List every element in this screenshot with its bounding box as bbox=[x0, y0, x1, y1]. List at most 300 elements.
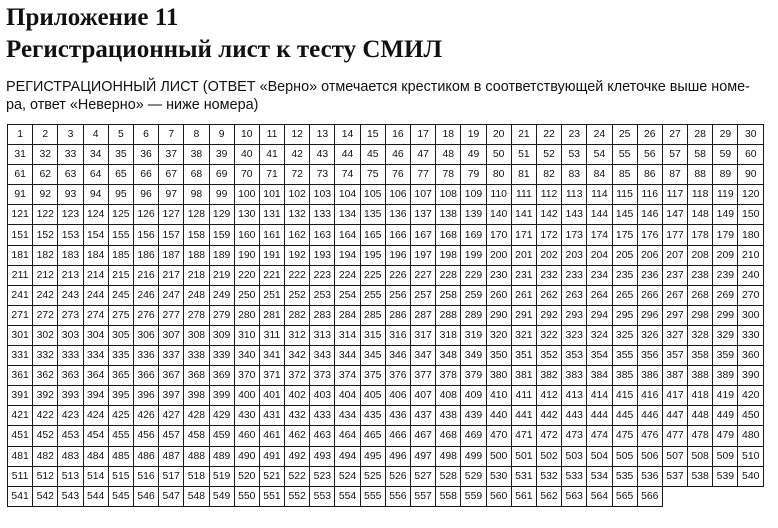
answer-cell-529[interactable]: 529 bbox=[461, 466, 486, 486]
answer-cell-139[interactable]: 139 bbox=[461, 205, 486, 225]
answer-cell-407[interactable]: 407 bbox=[411, 386, 436, 406]
answer-cell-366[interactable]: 366 bbox=[133, 366, 158, 386]
answer-cell-80[interactable]: 80 bbox=[486, 165, 511, 185]
answer-cell-321[interactable]: 321 bbox=[511, 325, 536, 345]
answer-cell-537[interactable]: 537 bbox=[662, 466, 687, 486]
answer-cell-561[interactable]: 561 bbox=[511, 486, 536, 506]
answer-cell-273[interactable]: 273 bbox=[58, 305, 83, 325]
answer-cell-463[interactable]: 463 bbox=[310, 426, 335, 446]
answer-cell-331[interactable]: 331 bbox=[8, 346, 33, 366]
answer-cell-335[interactable]: 335 bbox=[108, 346, 133, 366]
answer-cell-105[interactable]: 105 bbox=[360, 185, 385, 205]
answer-cell-387[interactable]: 387 bbox=[662, 366, 687, 386]
answer-cell-10[interactable]: 10 bbox=[234, 125, 259, 145]
answer-cell-14[interactable]: 14 bbox=[335, 125, 360, 145]
answer-cell-384[interactable]: 384 bbox=[587, 366, 612, 386]
answer-cell-137[interactable]: 137 bbox=[411, 205, 436, 225]
answer-cell-534[interactable]: 534 bbox=[587, 466, 612, 486]
answer-cell-379[interactable]: 379 bbox=[461, 366, 486, 386]
answer-cell-263[interactable]: 263 bbox=[562, 285, 587, 305]
answer-cell-115[interactable]: 115 bbox=[612, 185, 637, 205]
answer-cell-324[interactable]: 324 bbox=[587, 325, 612, 345]
answer-cell-285[interactable]: 285 bbox=[360, 305, 385, 325]
answer-cell-36[interactable]: 36 bbox=[133, 145, 158, 165]
answer-cell-41[interactable]: 41 bbox=[259, 145, 284, 165]
answer-cell-500[interactable]: 500 bbox=[486, 446, 511, 466]
answer-cell-151[interactable]: 151 bbox=[8, 225, 33, 245]
answer-cell-447[interactable]: 447 bbox=[662, 406, 687, 426]
answer-cell-548[interactable]: 548 bbox=[184, 486, 209, 506]
answer-cell-149[interactable]: 149 bbox=[713, 205, 738, 225]
answer-cell-563[interactable]: 563 bbox=[562, 486, 587, 506]
answer-cell-116[interactable]: 116 bbox=[637, 185, 662, 205]
answer-cell-504[interactable]: 504 bbox=[587, 446, 612, 466]
answer-cell-342[interactable]: 342 bbox=[285, 346, 310, 366]
answer-cell-101[interactable]: 101 bbox=[259, 185, 284, 205]
answer-cell-143[interactable]: 143 bbox=[562, 205, 587, 225]
answer-cell-199[interactable]: 199 bbox=[461, 245, 486, 265]
answer-cell-523[interactable]: 523 bbox=[310, 466, 335, 486]
answer-cell-95[interactable]: 95 bbox=[108, 185, 133, 205]
answer-cell-18[interactable]: 18 bbox=[436, 125, 461, 145]
answer-cell-408[interactable]: 408 bbox=[436, 386, 461, 406]
answer-cell-478[interactable]: 478 bbox=[688, 426, 713, 446]
answer-cell-121[interactable]: 121 bbox=[8, 205, 33, 225]
answer-cell-496[interactable]: 496 bbox=[385, 446, 410, 466]
answer-cell-39[interactable]: 39 bbox=[209, 145, 234, 165]
answer-cell-103[interactable]: 103 bbox=[310, 185, 335, 205]
answer-cell-400[interactable]: 400 bbox=[234, 386, 259, 406]
answer-cell-452[interactable]: 452 bbox=[33, 426, 58, 446]
answer-cell-536[interactable]: 536 bbox=[637, 466, 662, 486]
answer-cell-419[interactable]: 419 bbox=[713, 386, 738, 406]
answer-cell-317[interactable]: 317 bbox=[411, 325, 436, 345]
answer-cell-63[interactable]: 63 bbox=[58, 165, 83, 185]
answer-cell-281[interactable]: 281 bbox=[259, 305, 284, 325]
answer-cell-430[interactable]: 430 bbox=[234, 406, 259, 426]
answer-cell-280[interactable]: 280 bbox=[234, 305, 259, 325]
answer-cell-231[interactable]: 231 bbox=[511, 265, 536, 285]
answer-cell-372[interactable]: 372 bbox=[285, 366, 310, 386]
answer-cell-241[interactable]: 241 bbox=[8, 285, 33, 305]
answer-cell-254[interactable]: 254 bbox=[335, 285, 360, 305]
answer-cell-395[interactable]: 395 bbox=[108, 386, 133, 406]
answer-cell-212[interactable]: 212 bbox=[33, 265, 58, 285]
answer-cell-291[interactable]: 291 bbox=[511, 305, 536, 325]
answer-cell-222[interactable]: 222 bbox=[285, 265, 310, 285]
answer-cell-489[interactable]: 489 bbox=[209, 446, 234, 466]
answer-cell-401[interactable]: 401 bbox=[259, 386, 284, 406]
answer-cell-87[interactable]: 87 bbox=[662, 165, 687, 185]
answer-cell-195[interactable]: 195 bbox=[360, 245, 385, 265]
answer-cell-130[interactable]: 130 bbox=[234, 205, 259, 225]
answer-cell-512[interactable]: 512 bbox=[33, 466, 58, 486]
answer-cell-343[interactable]: 343 bbox=[310, 346, 335, 366]
answer-cell-48[interactable]: 48 bbox=[436, 145, 461, 165]
answer-cell-42[interactable]: 42 bbox=[285, 145, 310, 165]
answer-cell-147[interactable]: 147 bbox=[662, 205, 687, 225]
answer-cell-403[interactable]: 403 bbox=[310, 386, 335, 406]
answer-cell-386[interactable]: 386 bbox=[637, 366, 662, 386]
answer-cell-190[interactable]: 190 bbox=[234, 245, 259, 265]
answer-cell-390[interactable]: 390 bbox=[738, 366, 764, 386]
answer-cell-486[interactable]: 486 bbox=[133, 446, 158, 466]
answer-cell-93[interactable]: 93 bbox=[58, 185, 83, 205]
answer-cell-45[interactable]: 45 bbox=[360, 145, 385, 165]
answer-cell-30[interactable]: 30 bbox=[738, 125, 764, 145]
answer-cell-264[interactable]: 264 bbox=[587, 285, 612, 305]
answer-cell-476[interactable]: 476 bbox=[637, 426, 662, 446]
answer-cell-92[interactable]: 92 bbox=[33, 185, 58, 205]
answer-cell-288[interactable]: 288 bbox=[436, 305, 461, 325]
answer-cell-380[interactable]: 380 bbox=[486, 366, 511, 386]
answer-cell-484[interactable]: 484 bbox=[83, 446, 108, 466]
answer-cell-345[interactable]: 345 bbox=[360, 346, 385, 366]
answer-cell-560[interactable]: 560 bbox=[486, 486, 511, 506]
answer-cell-490[interactable]: 490 bbox=[234, 446, 259, 466]
answer-cell-223[interactable]: 223 bbox=[310, 265, 335, 285]
answer-cell-359[interactable]: 359 bbox=[713, 346, 738, 366]
answer-cell-11[interactable]: 11 bbox=[259, 125, 284, 145]
answer-cell-141[interactable]: 141 bbox=[511, 205, 536, 225]
answer-cell-397[interactable]: 397 bbox=[159, 386, 184, 406]
answer-cell-238[interactable]: 238 bbox=[688, 265, 713, 285]
answer-cell-77[interactable]: 77 bbox=[411, 165, 436, 185]
answer-cell-162[interactable]: 162 bbox=[285, 225, 310, 245]
answer-cell-156[interactable]: 156 bbox=[133, 225, 158, 245]
answer-cell-180[interactable]: 180 bbox=[738, 225, 764, 245]
answer-cell-102[interactable]: 102 bbox=[285, 185, 310, 205]
answer-cell-522[interactable]: 522 bbox=[285, 466, 310, 486]
answer-cell-477[interactable]: 477 bbox=[662, 426, 687, 446]
answer-cell-377[interactable]: 377 bbox=[411, 366, 436, 386]
answer-cell-144[interactable]: 144 bbox=[587, 205, 612, 225]
answer-cell-104[interactable]: 104 bbox=[335, 185, 360, 205]
answer-cell-12[interactable]: 12 bbox=[285, 125, 310, 145]
answer-cell-213[interactable]: 213 bbox=[58, 265, 83, 285]
answer-cell-467[interactable]: 467 bbox=[411, 426, 436, 446]
answer-cell-196[interactable]: 196 bbox=[385, 245, 410, 265]
answer-cell-520[interactable]: 520 bbox=[234, 466, 259, 486]
answer-cell-226[interactable]: 226 bbox=[385, 265, 410, 285]
answer-cell-294[interactable]: 294 bbox=[587, 305, 612, 325]
answer-cell-350[interactable]: 350 bbox=[486, 346, 511, 366]
answer-cell-549[interactable]: 549 bbox=[209, 486, 234, 506]
answer-cell-16[interactable]: 16 bbox=[385, 125, 410, 145]
answer-cell-458[interactable]: 458 bbox=[184, 426, 209, 446]
answer-cell-178[interactable]: 178 bbox=[688, 225, 713, 245]
answer-cell-209[interactable]: 209 bbox=[713, 245, 738, 265]
answer-cell-160[interactable]: 160 bbox=[234, 225, 259, 245]
answer-cell-176[interactable]: 176 bbox=[637, 225, 662, 245]
answer-cell-555[interactable]: 555 bbox=[360, 486, 385, 506]
answer-cell-89[interactable]: 89 bbox=[713, 165, 738, 185]
answer-cell-68[interactable]: 68 bbox=[184, 165, 209, 185]
answer-cell-164[interactable]: 164 bbox=[335, 225, 360, 245]
answer-cell-299[interactable]: 299 bbox=[713, 305, 738, 325]
answer-cell-292[interactable]: 292 bbox=[536, 305, 561, 325]
answer-cell-461[interactable]: 461 bbox=[259, 426, 284, 446]
answer-cell-110[interactable]: 110 bbox=[486, 185, 511, 205]
answer-cell-286[interactable]: 286 bbox=[385, 305, 410, 325]
answer-cell-94[interactable]: 94 bbox=[83, 185, 108, 205]
answer-cell-258[interactable]: 258 bbox=[436, 285, 461, 305]
answer-cell-437[interactable]: 437 bbox=[411, 406, 436, 426]
answer-cell-271[interactable]: 271 bbox=[8, 305, 33, 325]
answer-cell-240[interactable]: 240 bbox=[738, 265, 764, 285]
answer-cell-255[interactable]: 255 bbox=[360, 285, 385, 305]
answer-cell-129[interactable]: 129 bbox=[209, 205, 234, 225]
answer-cell-318[interactable]: 318 bbox=[436, 325, 461, 345]
answer-cell-444[interactable]: 444 bbox=[587, 406, 612, 426]
answer-cell-279[interactable]: 279 bbox=[209, 305, 234, 325]
answer-cell-32[interactable]: 32 bbox=[33, 145, 58, 165]
answer-cell-230[interactable]: 230 bbox=[486, 265, 511, 285]
answer-cell-421[interactable]: 421 bbox=[8, 406, 33, 426]
answer-cell-450[interactable]: 450 bbox=[738, 406, 764, 426]
answer-cell-197[interactable]: 197 bbox=[411, 245, 436, 265]
answer-cell-185[interactable]: 185 bbox=[108, 245, 133, 265]
answer-cell-118[interactable]: 118 bbox=[688, 185, 713, 205]
answer-cell-236[interactable]: 236 bbox=[637, 265, 662, 285]
answer-cell-363[interactable]: 363 bbox=[58, 366, 83, 386]
answer-cell-204[interactable]: 204 bbox=[587, 245, 612, 265]
answer-cell-61[interactable]: 61 bbox=[8, 165, 33, 185]
answer-cell-354[interactable]: 354 bbox=[587, 346, 612, 366]
answer-cell-389[interactable]: 389 bbox=[713, 366, 738, 386]
answer-cell-564[interactable]: 564 bbox=[587, 486, 612, 506]
answer-cell-215[interactable]: 215 bbox=[108, 265, 133, 285]
answer-cell-385[interactable]: 385 bbox=[612, 366, 637, 386]
answer-cell-392[interactable]: 392 bbox=[33, 386, 58, 406]
answer-cell-100[interactable]: 100 bbox=[234, 185, 259, 205]
answer-cell-173[interactable]: 173 bbox=[562, 225, 587, 245]
answer-cell-334[interactable]: 334 bbox=[83, 346, 108, 366]
answer-cell-157[interactable]: 157 bbox=[159, 225, 184, 245]
answer-cell-565[interactable]: 565 bbox=[612, 486, 637, 506]
answer-cell-187[interactable]: 187 bbox=[159, 245, 184, 265]
answer-cell-70[interactable]: 70 bbox=[234, 165, 259, 185]
answer-cell-558[interactable]: 558 bbox=[436, 486, 461, 506]
answer-cell-37[interactable]: 37 bbox=[159, 145, 184, 165]
answer-cell-423[interactable]: 423 bbox=[58, 406, 83, 426]
answer-cell-13[interactable]: 13 bbox=[310, 125, 335, 145]
answer-cell-449[interactable]: 449 bbox=[713, 406, 738, 426]
answer-cell-409[interactable]: 409 bbox=[461, 386, 486, 406]
answer-cell-482[interactable]: 482 bbox=[33, 446, 58, 466]
answer-cell-214[interactable]: 214 bbox=[83, 265, 108, 285]
answer-cell-211[interactable]: 211 bbox=[8, 265, 33, 285]
answer-cell-152[interactable]: 152 bbox=[33, 225, 58, 245]
answer-cell-412[interactable]: 412 bbox=[536, 386, 561, 406]
answer-cell-51[interactable]: 51 bbox=[511, 145, 536, 165]
answer-cell-302[interactable]: 302 bbox=[33, 325, 58, 345]
answer-cell-336[interactable]: 336 bbox=[133, 346, 158, 366]
answer-cell-382[interactable]: 382 bbox=[536, 366, 561, 386]
answer-cell-405[interactable]: 405 bbox=[360, 386, 385, 406]
answer-cell-325[interactable]: 325 bbox=[612, 325, 637, 345]
answer-cell-483[interactable]: 483 bbox=[58, 446, 83, 466]
answer-cell-513[interactable]: 513 bbox=[58, 466, 83, 486]
answer-cell-551[interactable]: 551 bbox=[259, 486, 284, 506]
answer-cell-257[interactable]: 257 bbox=[411, 285, 436, 305]
answer-cell-206[interactable]: 206 bbox=[637, 245, 662, 265]
answer-cell-557[interactable]: 557 bbox=[411, 486, 436, 506]
answer-cell-25[interactable]: 25 bbox=[612, 125, 637, 145]
answer-cell-371[interactable]: 371 bbox=[259, 366, 284, 386]
answer-cell-106[interactable]: 106 bbox=[385, 185, 410, 205]
answer-cell-224[interactable]: 224 bbox=[335, 265, 360, 285]
answer-cell-426[interactable]: 426 bbox=[133, 406, 158, 426]
answer-cell-33[interactable]: 33 bbox=[58, 145, 83, 165]
answer-cell-349[interactable]: 349 bbox=[461, 346, 486, 366]
answer-cell-480[interactable]: 480 bbox=[738, 426, 764, 446]
answer-cell-448[interactable]: 448 bbox=[688, 406, 713, 426]
answer-cell-174[interactable]: 174 bbox=[587, 225, 612, 245]
answer-cell-394[interactable]: 394 bbox=[83, 386, 108, 406]
answer-cell-530[interactable]: 530 bbox=[486, 466, 511, 486]
answer-cell-228[interactable]: 228 bbox=[436, 265, 461, 285]
answer-cell-252[interactable]: 252 bbox=[285, 285, 310, 305]
answer-cell-3[interactable]: 3 bbox=[58, 125, 83, 145]
answer-cell-233[interactable]: 233 bbox=[562, 265, 587, 285]
answer-cell-545[interactable]: 545 bbox=[108, 486, 133, 506]
answer-cell-268[interactable]: 268 bbox=[688, 285, 713, 305]
answer-cell-319[interactable]: 319 bbox=[461, 325, 486, 345]
answer-cell-192[interactable]: 192 bbox=[285, 245, 310, 265]
answer-cell-521[interactable]: 521 bbox=[259, 466, 284, 486]
answer-cell-120[interactable]: 120 bbox=[738, 185, 764, 205]
answer-cell-58[interactable]: 58 bbox=[688, 145, 713, 165]
answer-cell-208[interactable]: 208 bbox=[688, 245, 713, 265]
answer-cell-338[interactable]: 338 bbox=[184, 346, 209, 366]
answer-cell-169[interactable]: 169 bbox=[461, 225, 486, 245]
answer-cell-410[interactable]: 410 bbox=[486, 386, 511, 406]
answer-cell-442[interactable]: 442 bbox=[536, 406, 561, 426]
answer-cell-432[interactable]: 432 bbox=[285, 406, 310, 426]
answer-cell-306[interactable]: 306 bbox=[133, 325, 158, 345]
answer-cell-200[interactable]: 200 bbox=[486, 245, 511, 265]
answer-cell-278[interactable]: 278 bbox=[184, 305, 209, 325]
answer-cell-293[interactable]: 293 bbox=[562, 305, 587, 325]
answer-cell-97[interactable]: 97 bbox=[159, 185, 184, 205]
answer-cell-544[interactable]: 544 bbox=[83, 486, 108, 506]
answer-cell-60[interactable]: 60 bbox=[738, 145, 764, 165]
answer-cell-49[interactable]: 49 bbox=[461, 145, 486, 165]
answer-cell-455[interactable]: 455 bbox=[108, 426, 133, 446]
answer-cell-182[interactable]: 182 bbox=[33, 245, 58, 265]
answer-cell-203[interactable]: 203 bbox=[562, 245, 587, 265]
answer-cell-75[interactable]: 75 bbox=[360, 165, 385, 185]
answer-cell-315[interactable]: 315 bbox=[360, 325, 385, 345]
answer-cell-358[interactable]: 358 bbox=[688, 346, 713, 366]
answer-cell-340[interactable]: 340 bbox=[234, 346, 259, 366]
answer-cell-179[interactable]: 179 bbox=[713, 225, 738, 245]
answer-cell-239[interactable]: 239 bbox=[713, 265, 738, 285]
answer-cell-5[interactable]: 5 bbox=[108, 125, 133, 145]
answer-cell-184[interactable]: 184 bbox=[83, 245, 108, 265]
answer-cell-473[interactable]: 473 bbox=[562, 426, 587, 446]
answer-cell-132[interactable]: 132 bbox=[285, 205, 310, 225]
answer-cell-172[interactable]: 172 bbox=[536, 225, 561, 245]
answer-cell-227[interactable]: 227 bbox=[411, 265, 436, 285]
answer-cell-527[interactable]: 527 bbox=[411, 466, 436, 486]
answer-cell-244[interactable]: 244 bbox=[83, 285, 108, 305]
answer-cell-457[interactable]: 457 bbox=[159, 426, 184, 446]
answer-cell-460[interactable]: 460 bbox=[234, 426, 259, 446]
answer-cell-123[interactable]: 123 bbox=[58, 205, 83, 225]
answer-cell-198[interactable]: 198 bbox=[436, 245, 461, 265]
answer-cell-506[interactable]: 506 bbox=[637, 446, 662, 466]
answer-cell-7[interactable]: 7 bbox=[159, 125, 184, 145]
answer-cell-330[interactable]: 330 bbox=[738, 325, 764, 345]
answer-cell-406[interactable]: 406 bbox=[385, 386, 410, 406]
answer-cell-344[interactable]: 344 bbox=[335, 346, 360, 366]
answer-cell-23[interactable]: 23 bbox=[562, 125, 587, 145]
answer-cell-443[interactable]: 443 bbox=[562, 406, 587, 426]
answer-cell-456[interactable]: 456 bbox=[133, 426, 158, 446]
answer-cell-374[interactable]: 374 bbox=[335, 366, 360, 386]
answer-cell-267[interactable]: 267 bbox=[662, 285, 687, 305]
answer-cell-40[interactable]: 40 bbox=[234, 145, 259, 165]
answer-cell-111[interactable]: 111 bbox=[511, 185, 536, 205]
answer-cell-119[interactable]: 119 bbox=[713, 185, 738, 205]
answer-cell-300[interactable]: 300 bbox=[738, 305, 764, 325]
answer-cell-439[interactable]: 439 bbox=[461, 406, 486, 426]
answer-cell-351[interactable]: 351 bbox=[511, 346, 536, 366]
answer-cell-219[interactable]: 219 bbox=[209, 265, 234, 285]
answer-cell-183[interactable]: 183 bbox=[58, 245, 83, 265]
answer-cell-559[interactable]: 559 bbox=[461, 486, 486, 506]
answer-cell-474[interactable]: 474 bbox=[587, 426, 612, 446]
answer-cell-356[interactable]: 356 bbox=[637, 346, 662, 366]
answer-cell-531[interactable]: 531 bbox=[511, 466, 536, 486]
answer-cell-205[interactable]: 205 bbox=[612, 245, 637, 265]
answer-cell-499[interactable]: 499 bbox=[461, 446, 486, 466]
answer-cell-303[interactable]: 303 bbox=[58, 325, 83, 345]
answer-cell-339[interactable]: 339 bbox=[209, 346, 234, 366]
answer-cell-44[interactable]: 44 bbox=[335, 145, 360, 165]
answer-cell-361[interactable]: 361 bbox=[8, 366, 33, 386]
answer-cell-327[interactable]: 327 bbox=[662, 325, 687, 345]
answer-cell-85[interactable]: 85 bbox=[612, 165, 637, 185]
answer-cell-167[interactable]: 167 bbox=[411, 225, 436, 245]
answer-cell-562[interactable]: 562 bbox=[536, 486, 561, 506]
answer-cell-320[interactable]: 320 bbox=[486, 325, 511, 345]
answer-cell-511[interactable]: 511 bbox=[8, 466, 33, 486]
answer-cell-362[interactable]: 362 bbox=[33, 366, 58, 386]
answer-cell-26[interactable]: 26 bbox=[637, 125, 662, 145]
answer-cell-270[interactable]: 270 bbox=[738, 285, 764, 305]
answer-cell-249[interactable]: 249 bbox=[209, 285, 234, 305]
answer-cell-378[interactable]: 378 bbox=[436, 366, 461, 386]
answer-cell-510[interactable]: 510 bbox=[738, 446, 764, 466]
answer-cell-326[interactable]: 326 bbox=[637, 325, 662, 345]
answer-cell-352[interactable]: 352 bbox=[536, 346, 561, 366]
answer-cell-59[interactable]: 59 bbox=[713, 145, 738, 165]
answer-cell-225[interactable]: 225 bbox=[360, 265, 385, 285]
answer-cell-322[interactable]: 322 bbox=[536, 325, 561, 345]
answer-cell-370[interactable]: 370 bbox=[234, 366, 259, 386]
answer-cell-274[interactable]: 274 bbox=[83, 305, 108, 325]
answer-cell-154[interactable]: 154 bbox=[83, 225, 108, 245]
answer-cell-313[interactable]: 313 bbox=[310, 325, 335, 345]
answer-cell-194[interactable]: 194 bbox=[335, 245, 360, 265]
answer-cell-459[interactable]: 459 bbox=[209, 426, 234, 446]
answer-cell-112[interactable]: 112 bbox=[536, 185, 561, 205]
answer-cell-4[interactable]: 4 bbox=[83, 125, 108, 145]
answer-cell-163[interactable]: 163 bbox=[310, 225, 335, 245]
